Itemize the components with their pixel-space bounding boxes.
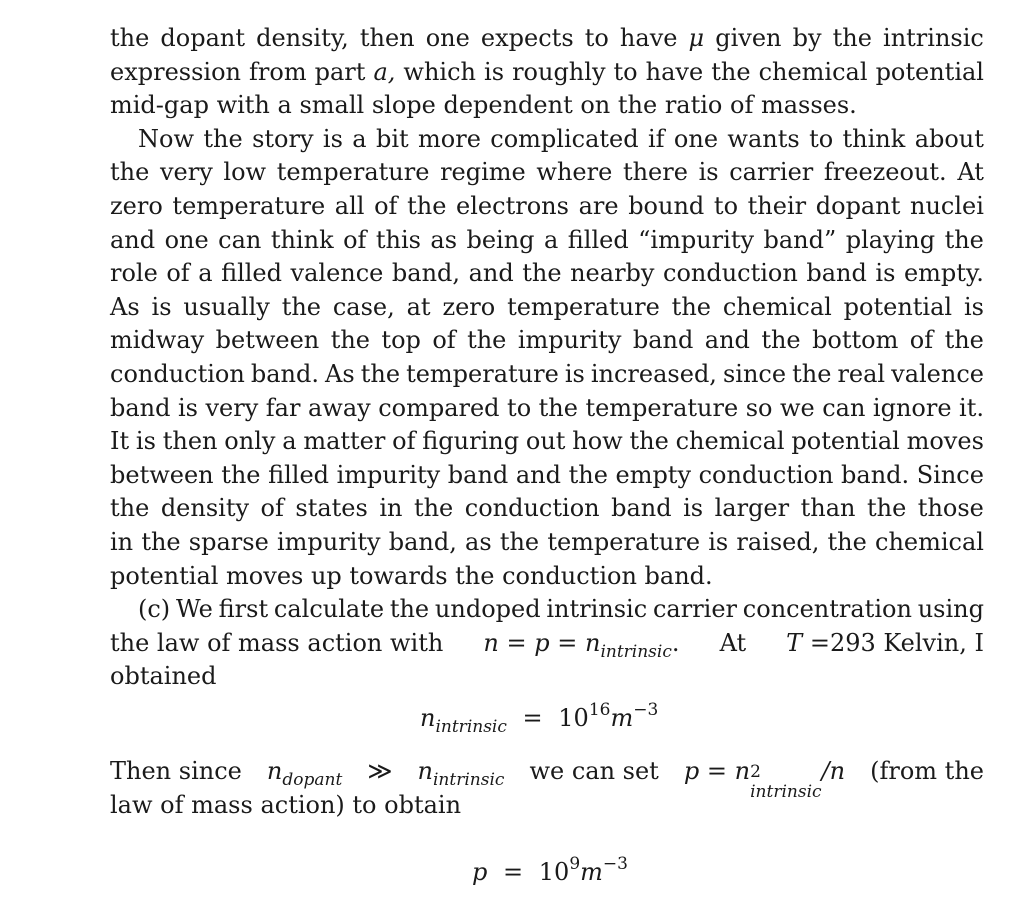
text-line: expression from part a, which is roughly to have the chemical potential	[110, 57, 984, 86]
text-line: the dopant density, then one expects to have μ given by the intrinsic	[110, 24, 984, 52]
text-line: in the sparse impurity band, as the temperature is raised, the chemical	[110, 527, 984, 556]
text-line: It is then only a matter of figuring out how the chemical potential moves	[110, 427, 984, 456]
text-line: As is usually the case, at zero temperature the chemical potential is	[110, 292, 984, 321]
text-line: the very low temperature regime where there is carrier freezeout. At	[110, 158, 984, 187]
text-line: zero temperature all of the electrons are bound to their dopant nuclei	[110, 191, 984, 220]
text-line: between the filled impurity band and the empty conduction band. Since	[110, 460, 984, 489]
text-line: Then since $n_{dopant}$ ≫ $n_{intrinsic}$ we can set p = n 2 intrinsic /n (from the	[110, 757, 984, 802]
display-equation-1: $n_{intrinsic} = 10^{16}m^{-3}$	[420, 700, 659, 737]
text-line: law of mass action) to obtain	[110, 790, 462, 819]
paragraph-2	[110, 123, 984, 593]
text-line: role of a filled valence band, and the nearby conduction band is empty.	[110, 259, 984, 288]
text-line: Now the story is a bit more complicated if one wants to think about	[138, 124, 984, 153]
text-line: mid-gap with a small slope dependent on the ratio of masses.	[110, 91, 857, 120]
paragraph-3	[110, 593, 984, 694]
text-line: and one can think of this as being a filled “impurity band” playing the	[110, 225, 984, 254]
display-equation-2: $p = 10^9m^{-3}$	[472, 854, 628, 886]
text-line: the law of mass action with $n = p = n_{intrinsic}$. At T =293 Kelvin, I	[110, 628, 984, 662]
text-line: the density of states in the conduction band is larger than the those	[110, 494, 984, 523]
text-line: midway between the top of the impurity band and the bottom of the	[110, 326, 984, 355]
text-line: conduction band. As the temperature is increased, since the real valence	[110, 359, 984, 388]
document-page	[110, 22, 984, 694]
text-line: obtained	[110, 662, 217, 691]
text-line: potential moves up towards the conduction band.	[110, 561, 713, 590]
text-line: band is very far away compared to the temperature so we can ignore it.	[110, 393, 984, 422]
paragraph-1	[110, 22, 984, 123]
text-line: (c) We first calculate the undoped intrinsic carrier concentration using	[138, 595, 984, 624]
paragraph-4	[110, 755, 984, 822]
inline-equation: $n = p = n_{intrinsic}$.	[483, 628, 680, 662]
